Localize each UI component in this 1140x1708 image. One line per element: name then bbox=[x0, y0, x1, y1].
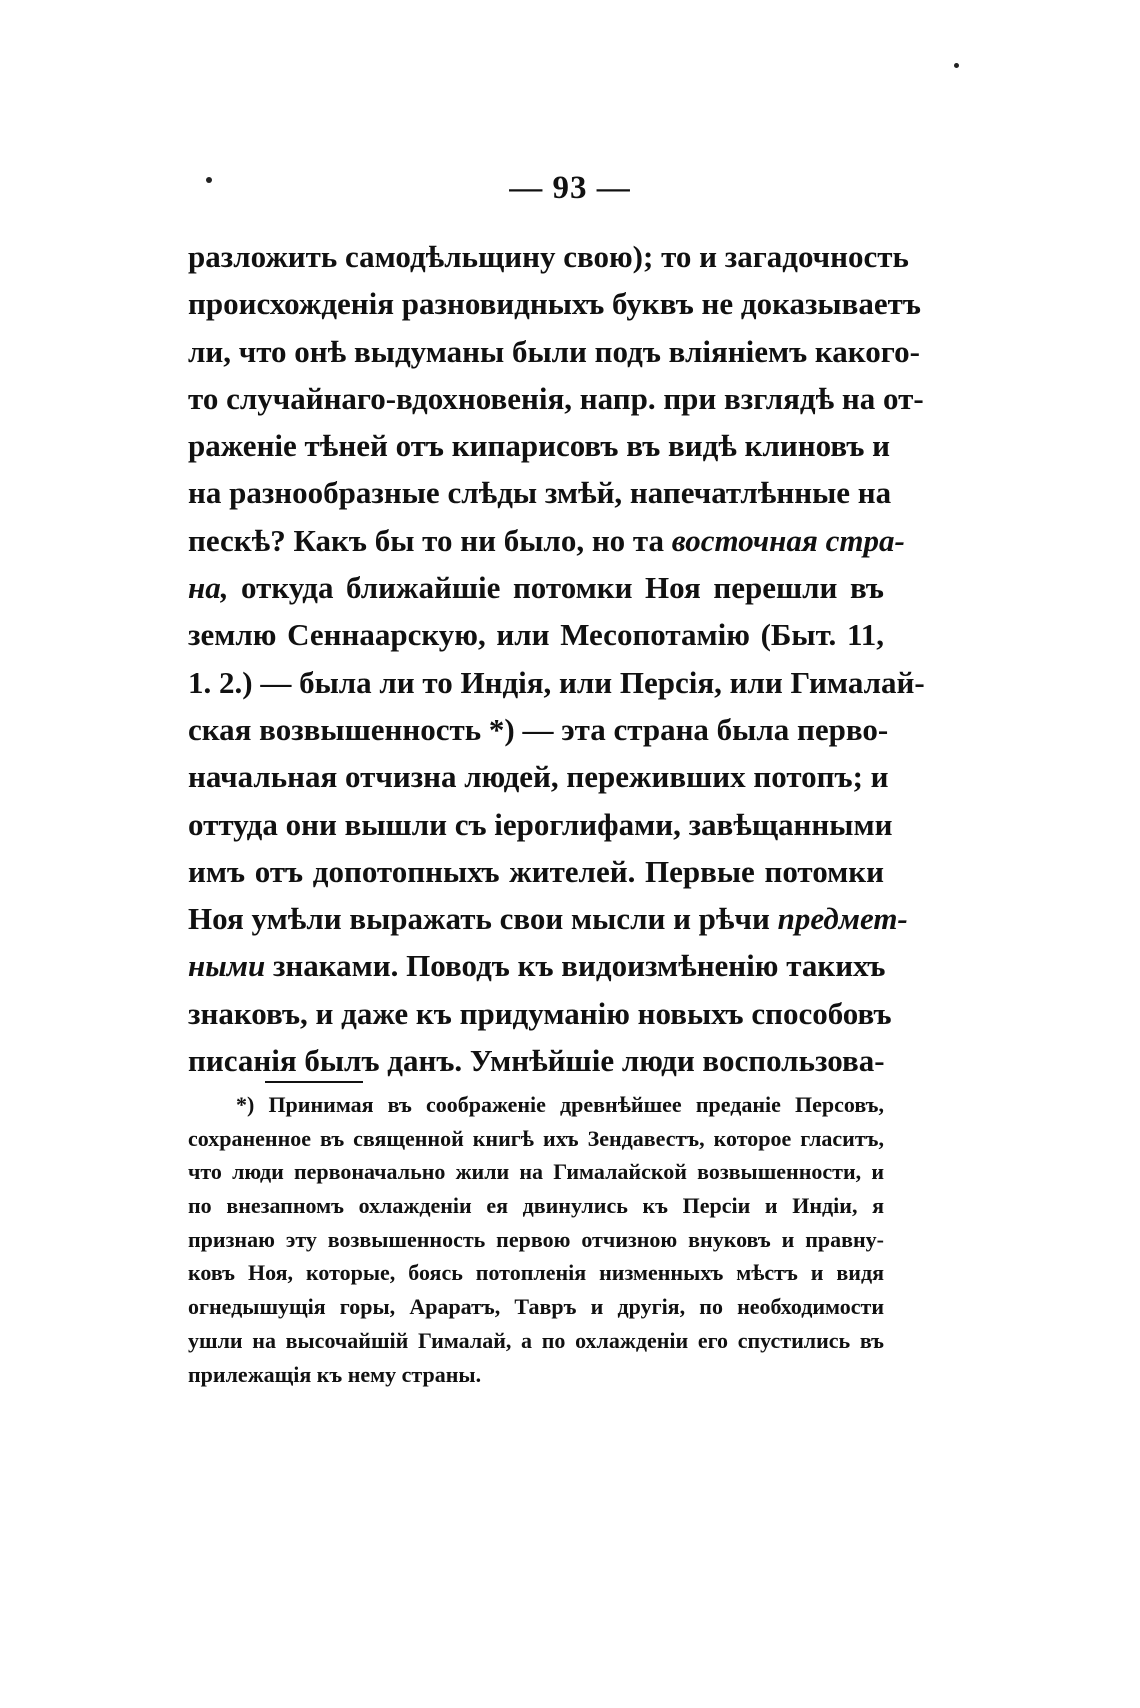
text-line bbox=[188, 517, 905, 564]
footnote-line: огнедышущія горы, Араратъ, Тавръ и другія, по необходимости bbox=[188, 1294, 884, 1320]
footnote-line: что люди первоначально жили на Гималайской возвышенности, и bbox=[188, 1159, 884, 1185]
text-segment: пескѣ? Какъ бы то ни было, но та bbox=[188, 522, 665, 558]
text-segment: Ноя умѣли выражать свои мысли и рѣчи bbox=[188, 901, 770, 937]
italic-segment: ными bbox=[188, 948, 266, 984]
italic-segment: на, bbox=[188, 570, 229, 606]
text-line: оттуда они вышли съ іероглифами, завѣщанными bbox=[188, 806, 893, 842]
text-line: знаковъ, и даже къ придуманію новыхъ способовъ bbox=[188, 995, 892, 1031]
page-number: — 93 — bbox=[509, 170, 631, 206]
text-segment: откуда ближайшіе потомки Ноя перешли въ bbox=[241, 570, 884, 606]
text-line bbox=[188, 564, 884, 611]
footnote bbox=[188, 1088, 884, 1391]
text-line bbox=[188, 942, 884, 989]
text-line: писанія былъ данъ. Умнѣйшіе люди воспользова- bbox=[188, 1043, 885, 1079]
italic-segment: предмет- bbox=[777, 901, 908, 937]
text-line: имъ отъ допотопныхъ жителей. Первые потомки bbox=[188, 853, 884, 889]
text-line: происхожденія разновидныхъ буквъ не доказываетъ bbox=[188, 286, 921, 322]
main-text bbox=[188, 233, 925, 1084]
footnote-line: ушли на высочайшій Гималай, а по охлажденіи его спустились въ bbox=[188, 1327, 884, 1353]
text-line: ская возвышенность *) — эта страна была перво- bbox=[188, 711, 889, 747]
text-segment: знаками. Поводъ къ видоизмѣненію такихъ bbox=[272, 948, 886, 984]
ink-speck bbox=[954, 63, 959, 68]
footnote-line: *) Принимая въ соображеніе древнѣйшее преданіе Персовъ, bbox=[236, 1092, 884, 1117]
text-line: то случайнаго-вдохновенія, напр. при взглядѣ на от- bbox=[188, 380, 924, 416]
footnote-line: прилежащія къ нему страны. bbox=[188, 1361, 482, 1387]
footnote-line: ковъ Ноя, которые, боясь потопленія низменныхъ мѣстъ и видя bbox=[188, 1260, 884, 1286]
text-line: разложить самодѣльщину свою); то и загадочность bbox=[188, 239, 909, 274]
text-line: 1. 2.) — была ли то Индія, или Персія, или Гималай- bbox=[188, 664, 925, 700]
footnote-divider bbox=[265, 1081, 363, 1083]
footnote-line: сохраненное въ священной книгѣ ихъ Зендавестъ, которое гласитъ, bbox=[188, 1125, 884, 1151]
italic-segment: восточная стра- bbox=[671, 522, 905, 558]
text-line: начальная отчизна людей, переживших потопъ; и bbox=[188, 759, 889, 795]
footnote-line: признаю эту возвышенность первою отчизною внуковъ и правну- bbox=[188, 1226, 884, 1252]
text-line: землю Сеннаарскую, или Месопотамію (Быт. 11, bbox=[188, 617, 884, 653]
text-line: на разнообразные слѣды змѣй, напечатлѣнные на bbox=[188, 475, 892, 511]
text-line: раженіе тѣней отъ кипарисовъ въ видѣ клиновъ и bbox=[188, 428, 891, 464]
footnote-line: по внезапномъ охлажденіи ея двинулись къ Персіи и Индіи, я bbox=[188, 1193, 884, 1219]
text-line bbox=[188, 895, 908, 942]
text-line: ли, что онѣ выдуманы были подъ вліяніемъ какого- bbox=[188, 333, 920, 369]
